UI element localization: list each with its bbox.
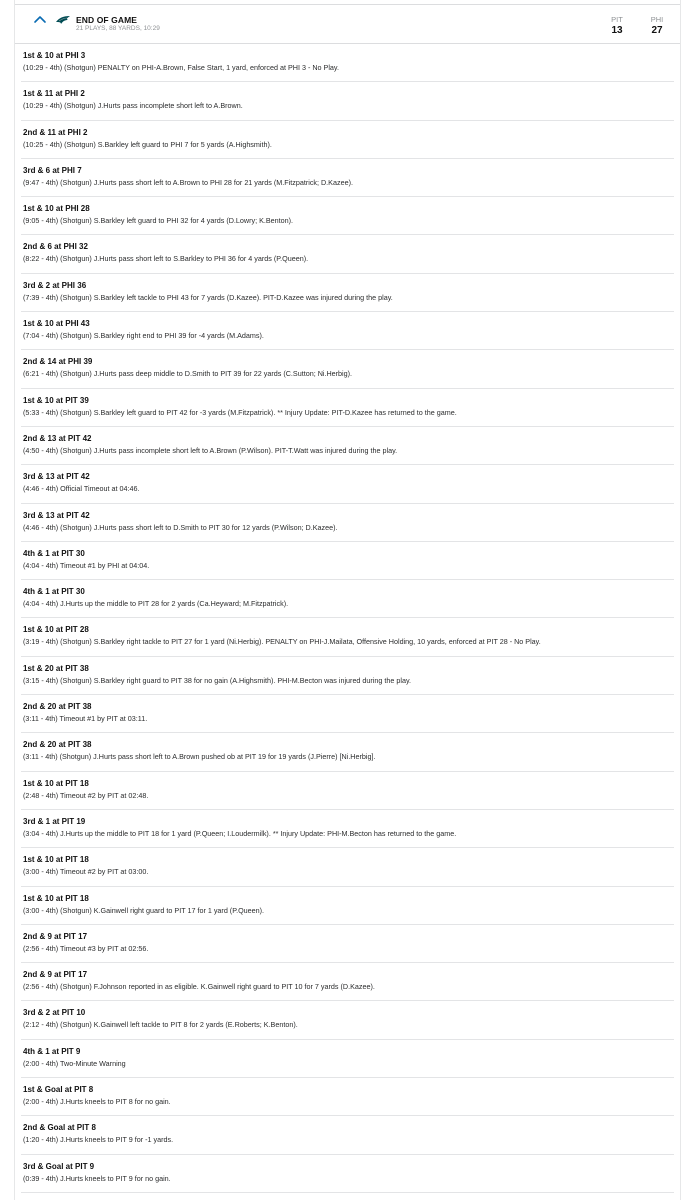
play-row [21,504,674,542]
chevron-up-icon[interactable] [33,14,47,24]
play-situation: 1st & 10 at PIT 28 [23,625,89,635]
play-description: (2:12 - 4th) (Shotgun) K.Gainwell left tackle to PIT 8 for 2 yards (E.Roberts; K.Benton). [23,1020,298,1030]
play-description: (3:00 - 4th) Timeout #2 by PIT at 03:00. [23,867,149,877]
play-situation: 2nd & 20 at PIT 38 [23,702,92,712]
play-situation: 4th & 1 at PIT 30 [23,587,85,597]
play-list [15,44,680,1193]
play-description: (4:04 - 4th) Timeout #1 by PHI at 04:04. [23,560,150,570]
play-situation: 2nd & 9 at PIT 17 [23,970,88,980]
play-row [21,925,674,963]
play-situation: 3rd & 1 at PIT 19 [23,816,86,826]
play-row [21,542,674,580]
play-row [21,159,674,197]
drive-result: END OF GAME [76,15,138,25]
play-row [21,44,674,82]
play-description: (4:50 - 4th) (Shotgun) J.Hurts pass incomplete short left to A.Brown (P.Wilson). PIT-T.Watt was injured during the play. [23,445,398,455]
play-by-play-panel [14,0,681,1200]
play-situation: 3rd & 2 at PHI 36 [23,280,87,290]
play-situation: 1st & 10 at PIT 18 [23,855,89,865]
play-situation: 4th & 1 at PIT 30 [23,548,85,558]
play-description: (3:19 - 4th) (Shotgun) S.Barkley right tackle to PIT 27 for 1 yard (Ni.Herbig). PENALTY on PHI-J.Mailata, Offensive Holding, 10 yards, enforced at PIT 28 - No Play. [23,637,541,647]
play-description: (3:15 - 4th) (Shotgun) S.Barkley right guard to PIT 38 for no gain (A.Highsmith). PHI-M.Becton was injured during the play. [23,675,412,685]
play-situation: 1st & 11 at PHI 2 [23,89,85,99]
play-situation: 1st & 20 at PIT 38 [23,663,89,673]
play-row [21,810,674,848]
play-description: (8:22 - 4th) (Shotgun) J.Hurts pass short left to S.Barkley to PHI 36 for 4 yards (P.Queen). [23,254,309,264]
play-row [21,695,674,733]
play-situation: 3rd & 13 at PIT 42 [23,510,90,520]
play-description: (7:39 - 4th) (Shotgun) S.Barkley left tackle to PHI 43 for 7 yards (D.Kazee). PIT-D.Kazee was injured during the play. [23,292,393,302]
play-description: (7:04 - 4th) (Shotgun) S.Barkley right end to PHI 39 for -4 yards (M.Adams). [23,331,264,341]
play-row [21,1001,674,1039]
play-description: (9:05 - 4th) (Shotgun) S.Barkley left guard to PHI 32 for 4 yards (D.Lowry; K.Benton). [23,216,294,226]
play-situation: 1st & Goal at PIT 8 [23,1085,94,1095]
play-description: (1:20 - 4th) J.Hurts kneels to PIT 9 for -1 yards. [23,1135,174,1145]
play-description: (9:47 - 4th) (Shotgun) J.Hurts pass short left to A.Brown to PHI 28 for 21 yards (M.Fitzpatrick; D.Kazee). [23,177,353,187]
play-description: (2:00 - 4th) J.Hurts kneels to PIT 8 for no gain. [23,1097,171,1107]
play-description: (10:29 - 4th) (Shotgun) PENALTY on PHI-A.Brown, False Start, 1 yard, enforced at PHI 3 - No Play. [23,63,339,72]
play-row [21,197,674,235]
eagles-logo-icon [55,15,71,25]
play-description: (2:00 - 4th) Two-Minute Warning [23,1058,126,1068]
team-abbr: PHI [650,15,664,24]
play-row [21,1040,674,1078]
play-situation: 1st & 10 at PHI 28 [23,204,90,214]
play-situation: 2nd & 14 at PHI 39 [23,357,93,367]
play-description: (5:33 - 4th) (Shotgun) S.Barkley left guard to PIT 42 for -3 yards (M.Fitzpatrick). ** Injury Update: PIT-D.Kazee has returned to the game. [23,407,457,417]
play-row [21,1116,674,1154]
play-description: (2:56 - 4th) (Shotgun) F.Johnson reported in as eligible. K.Gainwell right guard to PIT 10 for 7 yards (D.Kazee). [23,982,375,992]
play-description: (3:11 - 4th) Timeout #1 by PIT at 03:11. [23,714,148,724]
play-situation: 4th & 1 at PIT 9 [23,1046,81,1056]
team-abbr: PIT [611,15,623,24]
play-description: (3:11 - 4th) (Shotgun) J.Hurts pass short left to A.Brown pushed ob at PIT 19 for 19 yards (J.Pierre) [Ni.Herbig]. [23,752,376,762]
play-row [21,580,674,618]
play-situation: 2nd & 11 at PHI 2 [23,127,88,137]
play-row [21,121,674,159]
play-situation: 3rd & Goal at PIT 9 [23,1161,95,1171]
play-row [21,618,674,656]
play-row [21,235,674,273]
play-situation: 3rd & 6 at PHI 7 [23,165,82,175]
play-row [21,733,674,771]
play-situation: 2nd & 20 at PIT 38 [23,740,92,750]
play-row [21,312,674,350]
play-situation: 1st & 10 at PIT 18 [23,893,89,903]
play-description: (3:00 - 4th) (Shotgun) K.Gainwell right guard to PIT 17 for 1 yard (P.Queen). [23,905,265,915]
play-description: (2:48 - 4th) Timeout #2 by PIT at 02:48. [23,790,149,800]
play-situation: 2nd & Goal at PIT 8 [23,1123,96,1133]
play-description: (3:04 - 4th) J.Hurts up the middle to PIT 18 for 1 yard (P.Queen; I.Loudermilk). ** Injury Update: PHI-M.Becton has returned to the game. [23,828,457,838]
play-situation: 3rd & 2 at PIT 10 [23,1008,86,1018]
play-row [21,82,674,120]
score-phi [642,15,672,36]
play-description: (10:29 - 4th) (Shotgun) J.Hurts pass incomplete short left to A.Brown. [23,101,243,111]
drive-summary: 21 PLAYS, 88 YARDS, 10:29 [76,25,160,32]
play-row [21,465,674,503]
team-score: 13 [611,25,623,36]
team-score: 27 [651,25,663,36]
play-situation: 2nd & 6 at PHI 32 [23,242,88,252]
play-row [21,1155,674,1193]
play-description: (6:21 - 4th) (Shotgun) J.Hurts pass deep middle to D.Smith to PIT 39 for 22 yards (C.Sutton; Ni.Herbig). [23,369,353,379]
play-situation: 2nd & 9 at PIT 17 [23,931,88,941]
play-row [21,427,674,465]
play-description: (0:39 - 4th) J.Hurts kneels to PIT 9 for no gain. [23,1173,171,1183]
play-situation: 1st & 10 at PHI 43 [23,319,90,329]
play-row [21,848,674,886]
play-row [21,274,674,312]
play-description: (4:46 - 4th) Official Timeout at 04:46. [23,484,140,494]
play-description: (10:25 - 4th) (Shotgun) S.Barkley left guard to PHI 7 for 5 yards (A.Highsmith). [23,139,272,149]
play-situation: 1st & 10 at PHI 3 [23,51,86,60]
play-situation: 2nd & 13 at PIT 42 [23,433,92,443]
play-description: (4:46 - 4th) (Shotgun) J.Hurts pass short left to D.Smith to PIT 30 for 12 yards (P.Wilson; D.Kazee). [23,522,338,532]
play-description: (4:04 - 4th) J.Hurts up the middle to PIT 28 for 2 yards (Ca.Heyward; M.Fitzpatrick). [23,599,289,609]
play-situation: 3rd & 13 at PIT 42 [23,472,90,482]
play-description: (2:56 - 4th) Timeout #3 by PIT at 02:56. [23,943,149,953]
play-row [21,887,674,925]
score-pit [602,15,632,36]
play-situation: 1st & 10 at PIT 39 [23,395,89,405]
play-row [21,772,674,810]
play-row [21,1078,674,1116]
play-row [21,389,674,427]
play-row [21,657,674,695]
play-situation: 1st & 10 at PIT 18 [23,778,89,788]
drive-header[interactable] [15,5,680,44]
play-row [21,350,674,388]
play-row [21,963,674,1001]
